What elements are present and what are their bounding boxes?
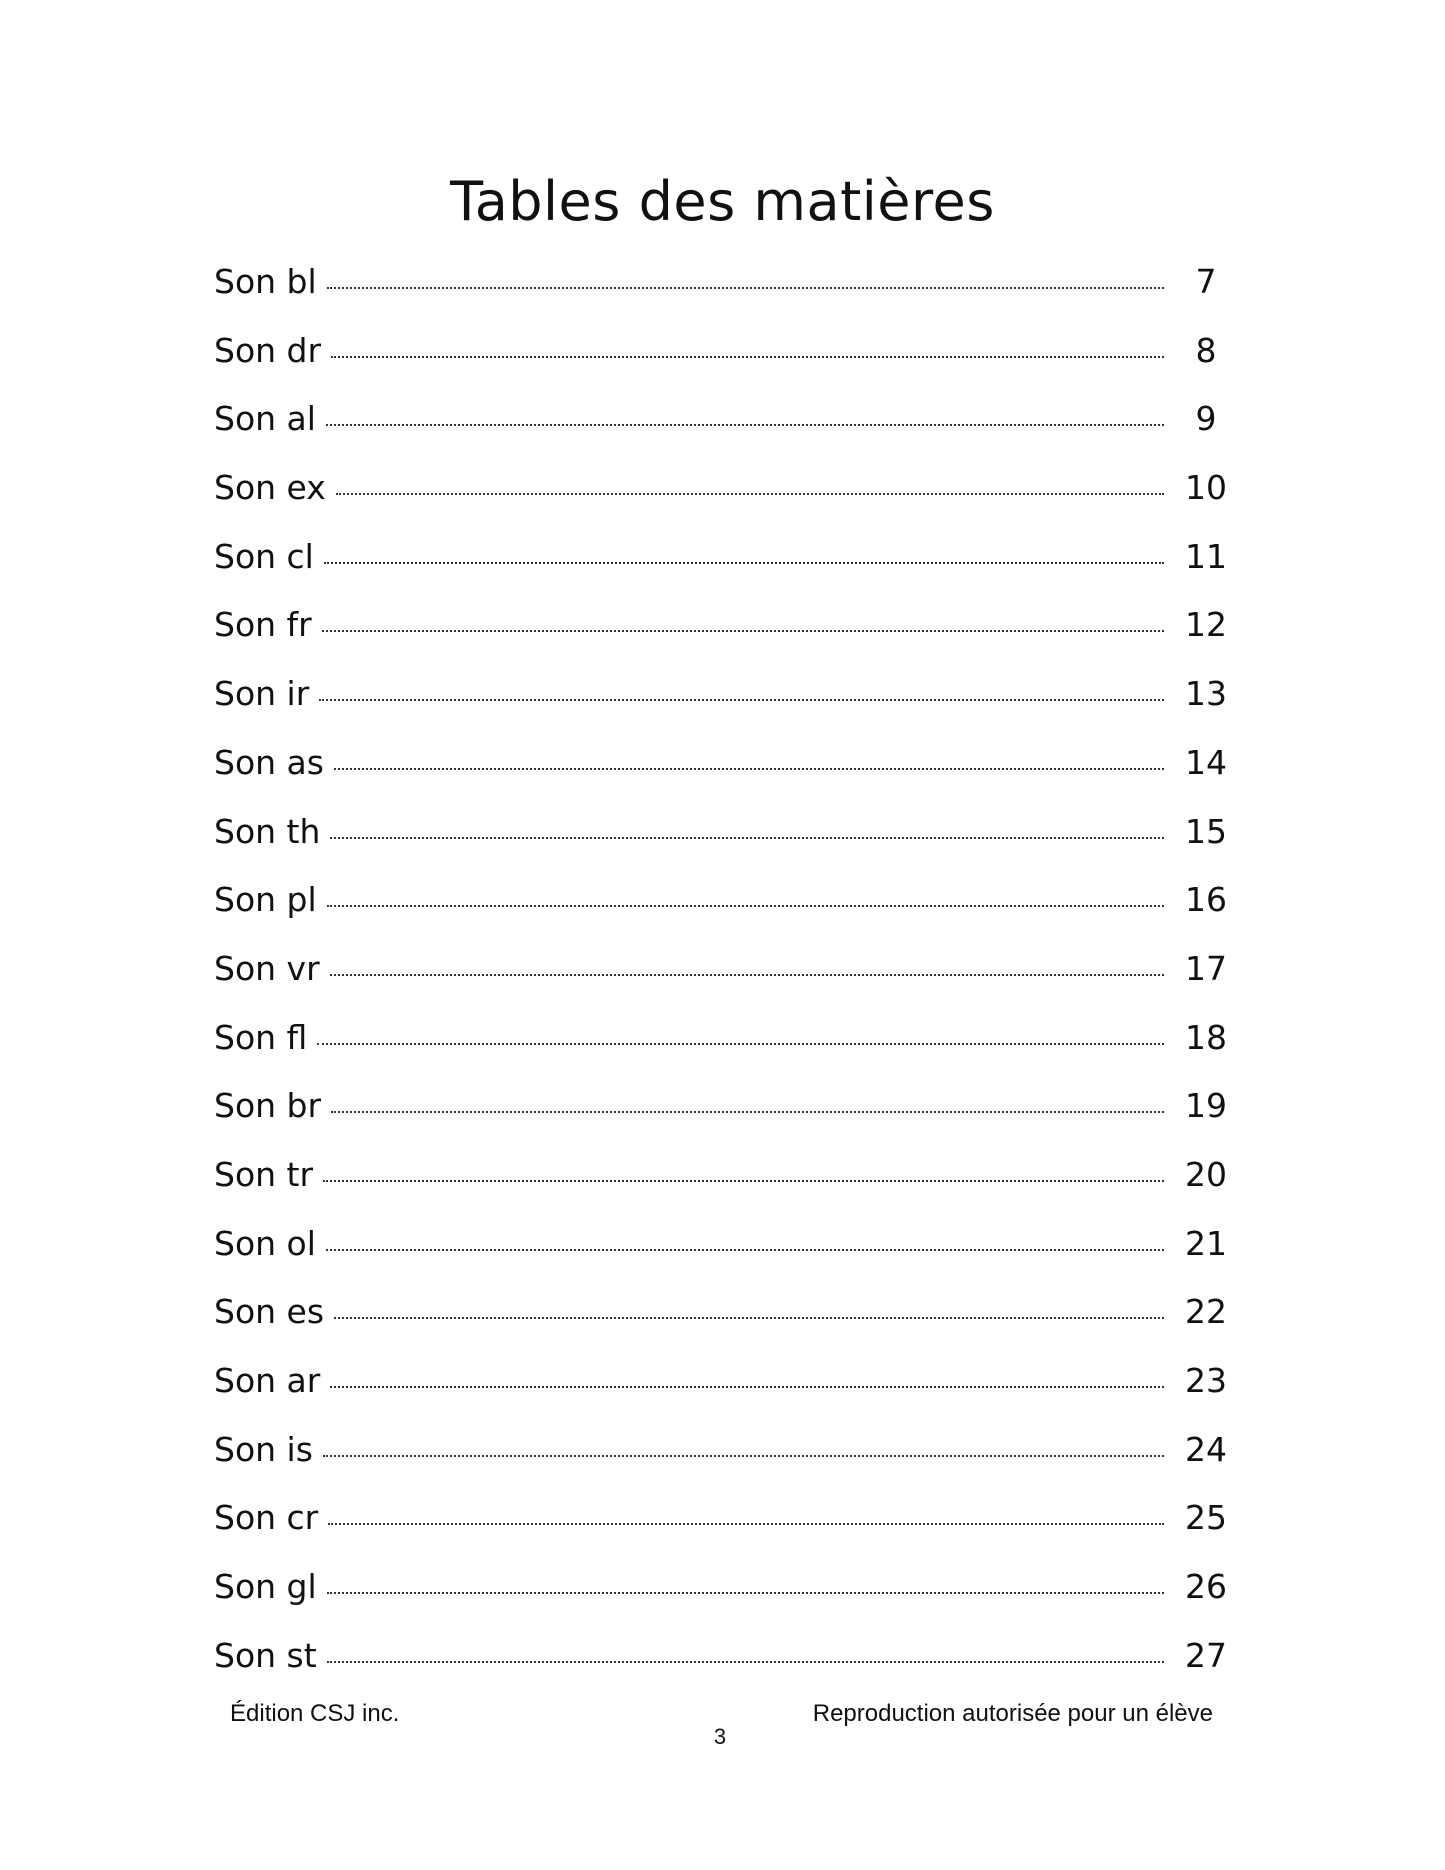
toc-entry-page: 13 xyxy=(1185,674,1227,714)
toc-entry xyxy=(214,1430,1234,1499)
toc-entry-page: 20 xyxy=(1185,1154,1227,1194)
toc-entry xyxy=(214,262,1234,331)
toc-entry-label: Son tr xyxy=(214,1154,314,1194)
toc-entry-label: Son st xyxy=(214,1635,317,1675)
toc-entry xyxy=(214,537,1234,606)
page-title: Tables des matières xyxy=(450,170,995,233)
toc-entry xyxy=(214,674,1234,743)
toc-entry-page: 22 xyxy=(1185,1292,1227,1332)
toc-entry-page: 7 xyxy=(1195,262,1217,301)
toc-entry-page: 24 xyxy=(1185,1429,1227,1469)
dot-leader xyxy=(336,493,1164,495)
toc-entry xyxy=(214,1086,1234,1155)
toc-entry xyxy=(214,1224,1234,1293)
toc-entry-label: Son th xyxy=(214,811,321,851)
dot-leader xyxy=(331,1111,1164,1113)
toc-entry-page: 12 xyxy=(1185,605,1227,645)
toc-entry-label: Son is xyxy=(214,1429,313,1469)
dot-leader xyxy=(330,974,1164,976)
toc-entry-page: 19 xyxy=(1185,1086,1227,1126)
page-number: 3 xyxy=(713,1724,727,1749)
toc-entry-label: Son cr xyxy=(214,1498,319,1538)
reproduction-notice: Reproduction autorisée pour un élève xyxy=(812,1700,1213,1727)
dot-leader xyxy=(322,630,1164,632)
toc-entry-label: Son vr xyxy=(214,948,320,988)
toc-entry xyxy=(214,1498,1234,1567)
toc-entry-page: 23 xyxy=(1185,1361,1227,1400)
toc-entry-page: 10 xyxy=(1185,468,1227,508)
toc-entry-page: 27 xyxy=(1185,1635,1227,1675)
toc-entry-label: Son cl xyxy=(214,536,314,576)
toc-entry-label: Son ir xyxy=(214,674,310,714)
dot-leader xyxy=(331,356,1164,358)
dot-leader xyxy=(328,1523,1164,1525)
toc-entry-label: Son br xyxy=(214,1086,322,1126)
dot-leader xyxy=(330,837,1164,839)
dot-leader xyxy=(327,287,1164,289)
toc-entry-page: 26 xyxy=(1185,1567,1227,1607)
publisher-name: Édition CSJ inc. xyxy=(230,1700,400,1727)
toc-entry-page: 15 xyxy=(1185,811,1227,851)
dot-leader xyxy=(326,424,1164,426)
toc-entry-page: 9 xyxy=(1195,399,1217,439)
toc-entry xyxy=(214,468,1234,537)
toc-entry-label: Son ol xyxy=(214,1223,316,1263)
dot-leader xyxy=(327,905,1164,907)
toc-entry-label: Son pl xyxy=(214,880,317,920)
toc-entry xyxy=(214,880,1234,949)
toc-entry-page: 11 xyxy=(1185,536,1227,576)
dot-leader xyxy=(323,1455,1164,1457)
toc-entry-label: Son es xyxy=(214,1292,325,1332)
toc-entry-label: Son as xyxy=(214,742,324,782)
toc-entry xyxy=(214,1018,1234,1087)
dot-leader xyxy=(334,1317,1164,1319)
toc-entry xyxy=(214,1636,1234,1705)
toc-entry-label: Son dr xyxy=(214,330,322,370)
dot-leader xyxy=(317,1043,1164,1045)
toc-entry xyxy=(214,331,1234,400)
toc-entry xyxy=(214,605,1234,674)
page-footer xyxy=(0,1700,1445,1760)
toc-entry-page: 21 xyxy=(1185,1223,1227,1263)
dot-leader xyxy=(324,562,1164,564)
toc-entry-label: Son ar xyxy=(214,1361,321,1400)
toc-entry xyxy=(214,1155,1234,1224)
toc-entry-label: Son ex xyxy=(214,468,326,508)
dot-leader xyxy=(330,1386,1164,1388)
dot-leader xyxy=(334,768,1164,770)
toc-entry xyxy=(214,1361,1234,1430)
toc-entry xyxy=(214,1567,1234,1636)
toc-entry xyxy=(214,812,1234,881)
toc-entry xyxy=(214,743,1234,812)
toc-entry-page: 16 xyxy=(1185,880,1227,920)
toc-entry-label: Son fl xyxy=(214,1017,308,1057)
toc-entry-label: Son fr xyxy=(214,605,312,645)
dot-leader xyxy=(327,1592,1164,1594)
toc-entry-page: 14 xyxy=(1185,742,1227,782)
dot-leader xyxy=(323,1180,1164,1182)
toc-entry-label: Son gl xyxy=(214,1567,317,1607)
toc-entry-label: Son bl xyxy=(214,262,317,301)
table-of-contents xyxy=(214,262,1234,1704)
toc-entry-page: 8 xyxy=(1195,330,1217,370)
dot-leader xyxy=(327,1661,1164,1663)
toc-entry-page: 25 xyxy=(1185,1498,1227,1538)
toc-entry xyxy=(214,399,1234,468)
toc-entry xyxy=(214,1292,1234,1361)
dot-leader xyxy=(319,699,1164,701)
toc-entry xyxy=(214,949,1234,1018)
toc-entry-page: 17 xyxy=(1185,948,1227,988)
toc-entry-label: Son al xyxy=(214,399,316,439)
dot-leader xyxy=(326,1249,1164,1251)
toc-entry-page: 18 xyxy=(1185,1017,1227,1057)
